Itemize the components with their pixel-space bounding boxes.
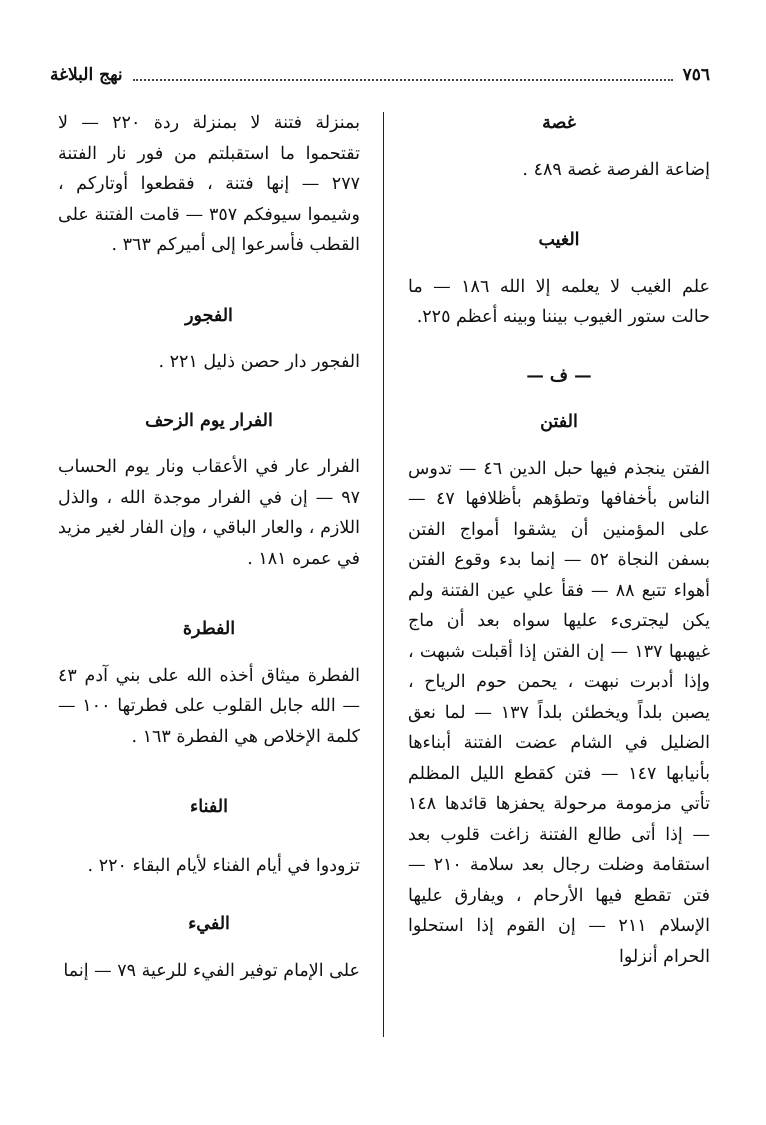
entry-text-fitan-cont: بمنزلة فتنة لا بمنزلة ردة ٢٢٠ — لا تقتحموا ما استقبلتم من فور نار الفتنة ٢٧٧ — إنها فتنة ، فقطعوا أوتاركم ، وشيموا سيوفكم ٣٥٧ — قامت الفتنة على القطب فأسرعوا إلى أميركم ٣٦٣ . [58, 113, 361, 255]
page-number: ٧٥٦ [682, 65, 710, 85]
right-column [408, 108, 710, 972]
entry-heading-ghayb: الغيب [538, 230, 580, 250]
entry-text-fay: على الإمام توفير الفيء للرعية ٧٩ — إنما [63, 960, 360, 981]
running-head [50, 62, 710, 88]
entry-heading-fana: الفناء [190, 797, 228, 817]
entry-heading-firar: الفرار يوم الزحف [145, 410, 273, 431]
letter-heading-fa: — ف — [526, 365, 592, 386]
column-divider [383, 112, 384, 1037]
entry-heading-fujur: الفجور [185, 305, 233, 326]
entry-heading-ghussa: غصة [542, 113, 576, 133]
entry-heading-fay: الفيء [188, 914, 230, 934]
entry-text-fitan: الفتن ينجذم فيها حبل الدين ٤٦ — تدوس الناس بأخفافها وتطؤهم بأظلافها ٤٧ — على المؤمنين أن يشقوا أمواج الفتن بسفن النجاة ٥٢ — إنما بدء وقوع الفتن أهواء تتبع ٨٨ — فقأ علي عين الفتنة ولم يكن ليجترىء عليها سواه بعد أن ماج غيهبها ١٣٧ — إن الفتن إذا أقبلت شبهت ، وإذا أدبرت نبهت ، يحمن حوم الرياح ، يصبن بلداً ويخطئن بلداً ١٣٧ — لما نعق الضليل في الشام عضت الفتنة أبناءها بأنيابها ١٤٧ — فتن كقطع الليل المظلم تأتي مزمومة مرحولة يحفزها قائدها ١٤٨ — إذا أتى طالع الفتنة زاغت قلوب بعد استقامة وضلت رجال بعد سلامة ٢١٠ — فتن تقطع فيها الأرحام ، ويفارق عليها الإسلام ٢١١ — إن القوم إذا استحلوا الحرام أنزلوا [408, 458, 710, 967]
left-column [58, 108, 360, 986]
entry-text-fujur: الفجور دار حصن ذليل ٢٢١ . [158, 352, 360, 372]
entry-heading-fitan: الفتن [540, 412, 578, 432]
book-title: نهج البلاغة [50, 65, 123, 85]
entry-text-firar: الفرار عار في الأعقاب ونار يوم الحساب ٩٧ — إن في الفرار موجدة الله ، والذل اللازم ، والعار الباقي ، وإن الفار لغير مزيد في عمره ١٨١ . [58, 457, 360, 569]
entry-text-ghussa: إضاعة الفرصة غصة ٤٨٩ . [522, 159, 710, 180]
entry-text-ghayb: علم الغيب لا يعلمه إلا الله ١٨٦ — ما حالت ستور الغيوب بيننا وبينه أعظم ٢٢٥. [408, 276, 710, 327]
entry-text-fana: تزودوا في أيام الفناء لأيام البقاء ٢٢٠ . [87, 855, 360, 876]
entry-heading-fitra: الفطرة [182, 619, 236, 639]
leader-dots [133, 69, 673, 81]
entry-text-fitra: الفطرة ميثاق أخذه الله على بني آدم ٤٣ — الله جابل القلوب على فطرتها ١٠٠ — كلمة الإخلاص هي الفطرة ١٦٣ . [58, 665, 360, 747]
